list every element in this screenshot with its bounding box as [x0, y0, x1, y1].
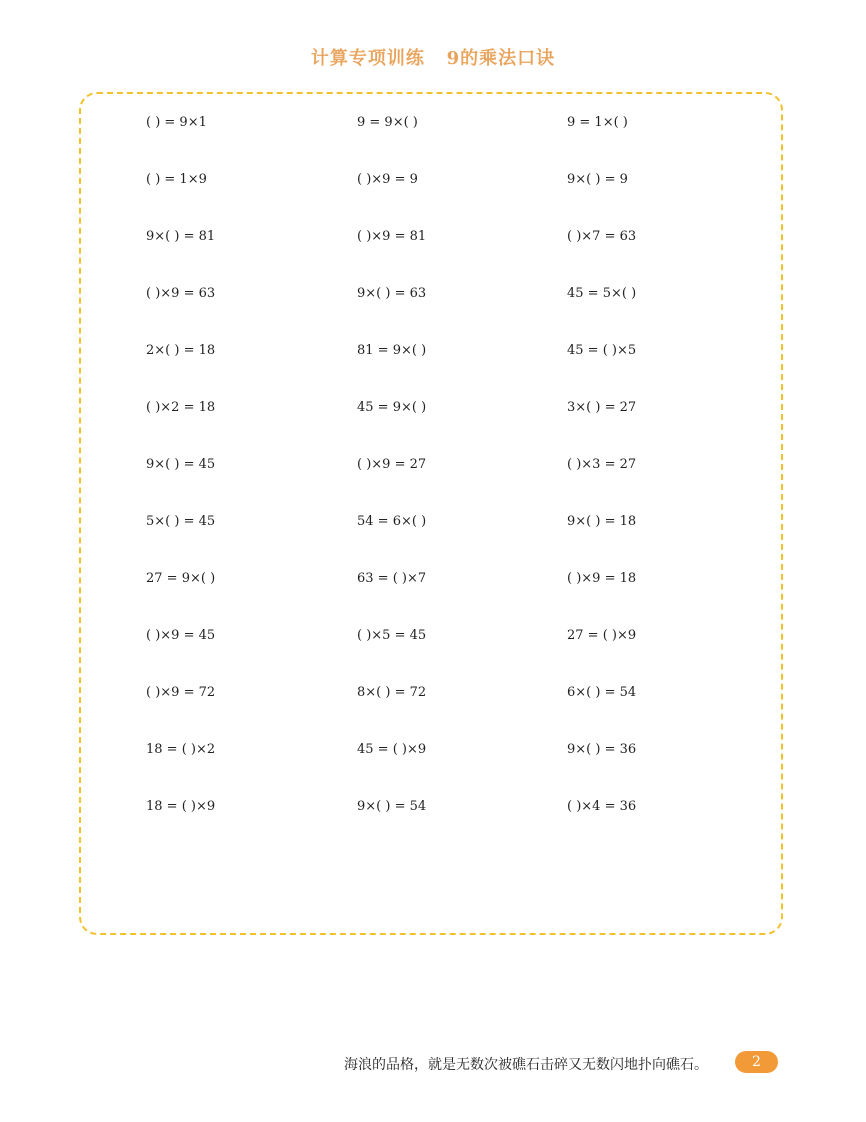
problem-row	[146, 342, 776, 399]
problem-item: 45 = ( )×5	[567, 343, 637, 358]
problem-row	[146, 570, 776, 627]
problem-row	[146, 114, 776, 171]
problem-item: 6×( ) = 54	[567, 685, 637, 700]
problem-item: ( )×4 = 36	[567, 799, 637, 814]
problem-item: 18 = ( )×2	[146, 742, 216, 757]
page-title: 计算专项训练 9的乘法口诀	[310, 48, 556, 69]
problem-item: 18 = ( )×9	[146, 799, 216, 814]
problem-row	[146, 627, 776, 684]
problem-item: ( )×7 = 63	[567, 229, 637, 244]
problem-row	[146, 456, 776, 513]
problem-item: ( )×9 = 45	[146, 628, 216, 643]
problem-item: 27 = ( )×9	[567, 628, 637, 643]
problem-row	[146, 228, 776, 285]
problem-item: 3×( ) = 27	[567, 400, 637, 415]
problem-item: 2×( ) = 18	[146, 343, 216, 358]
problem-item: ( )×9 = 72	[146, 685, 216, 700]
problem-item: 9×( ) = 63	[357, 286, 427, 301]
problem-row	[146, 798, 776, 855]
problem-item: ( )×5 = 45	[357, 628, 427, 643]
problem-item: 5×( ) = 45	[146, 514, 216, 529]
problem-item: 9×( ) = 18	[567, 514, 637, 529]
problem-item: 9×( ) = 9	[567, 172, 628, 187]
page-number-badge: 2	[735, 1051, 778, 1073]
problem-item: 54 = 6×( )	[357, 514, 427, 529]
problem-item: 9×( ) = 81	[146, 229, 216, 244]
problem-item: ( )×9 = 27	[357, 457, 427, 472]
problem-item: 9×( ) = 45	[146, 457, 216, 472]
problem-item: 45 = ( )×9	[357, 742, 427, 757]
problem-item: ( )×9 = 9	[357, 172, 418, 187]
problem-row	[146, 741, 776, 798]
problem-item: 9 = 1×( )	[567, 115, 628, 130]
problem-item: ( )×9 = 63	[146, 286, 216, 301]
problem-row	[146, 399, 776, 456]
problem-item: ( )×9 = 81	[357, 229, 427, 244]
problem-item: ( ) = 1×9	[146, 172, 207, 187]
problem-item: 27 = 9×( )	[146, 571, 216, 586]
problem-row	[146, 684, 776, 741]
problem-item: 8×( ) = 72	[357, 685, 427, 700]
problem-item: 45 = 5×( )	[567, 286, 637, 301]
problem-item: 81 = 9×( )	[357, 343, 427, 358]
problem-item: ( )×9 = 18	[567, 571, 637, 586]
problem-item: 9 = 9×( )	[357, 115, 418, 130]
problem-item: 9×( ) = 36	[567, 742, 637, 757]
problem-item: ( )×3 = 27	[567, 457, 637, 472]
problem-item: 63 = ( )×7	[357, 571, 427, 586]
problem-grid	[146, 114, 776, 855]
problem-row	[146, 171, 776, 228]
problem-item: ( )×2 = 18	[146, 400, 216, 415]
footer-quote: 海浪的品格，就是无数次被礁石击碎又无数闪地扑向礁石。	[344, 1057, 708, 1073]
problem-row	[146, 513, 776, 570]
problem-item: ( ) = 9×1	[146, 115, 207, 130]
problem-row	[146, 285, 776, 342]
problem-item: 9×( ) = 54	[357, 799, 427, 814]
problem-item: 45 = 9×( )	[357, 400, 427, 415]
